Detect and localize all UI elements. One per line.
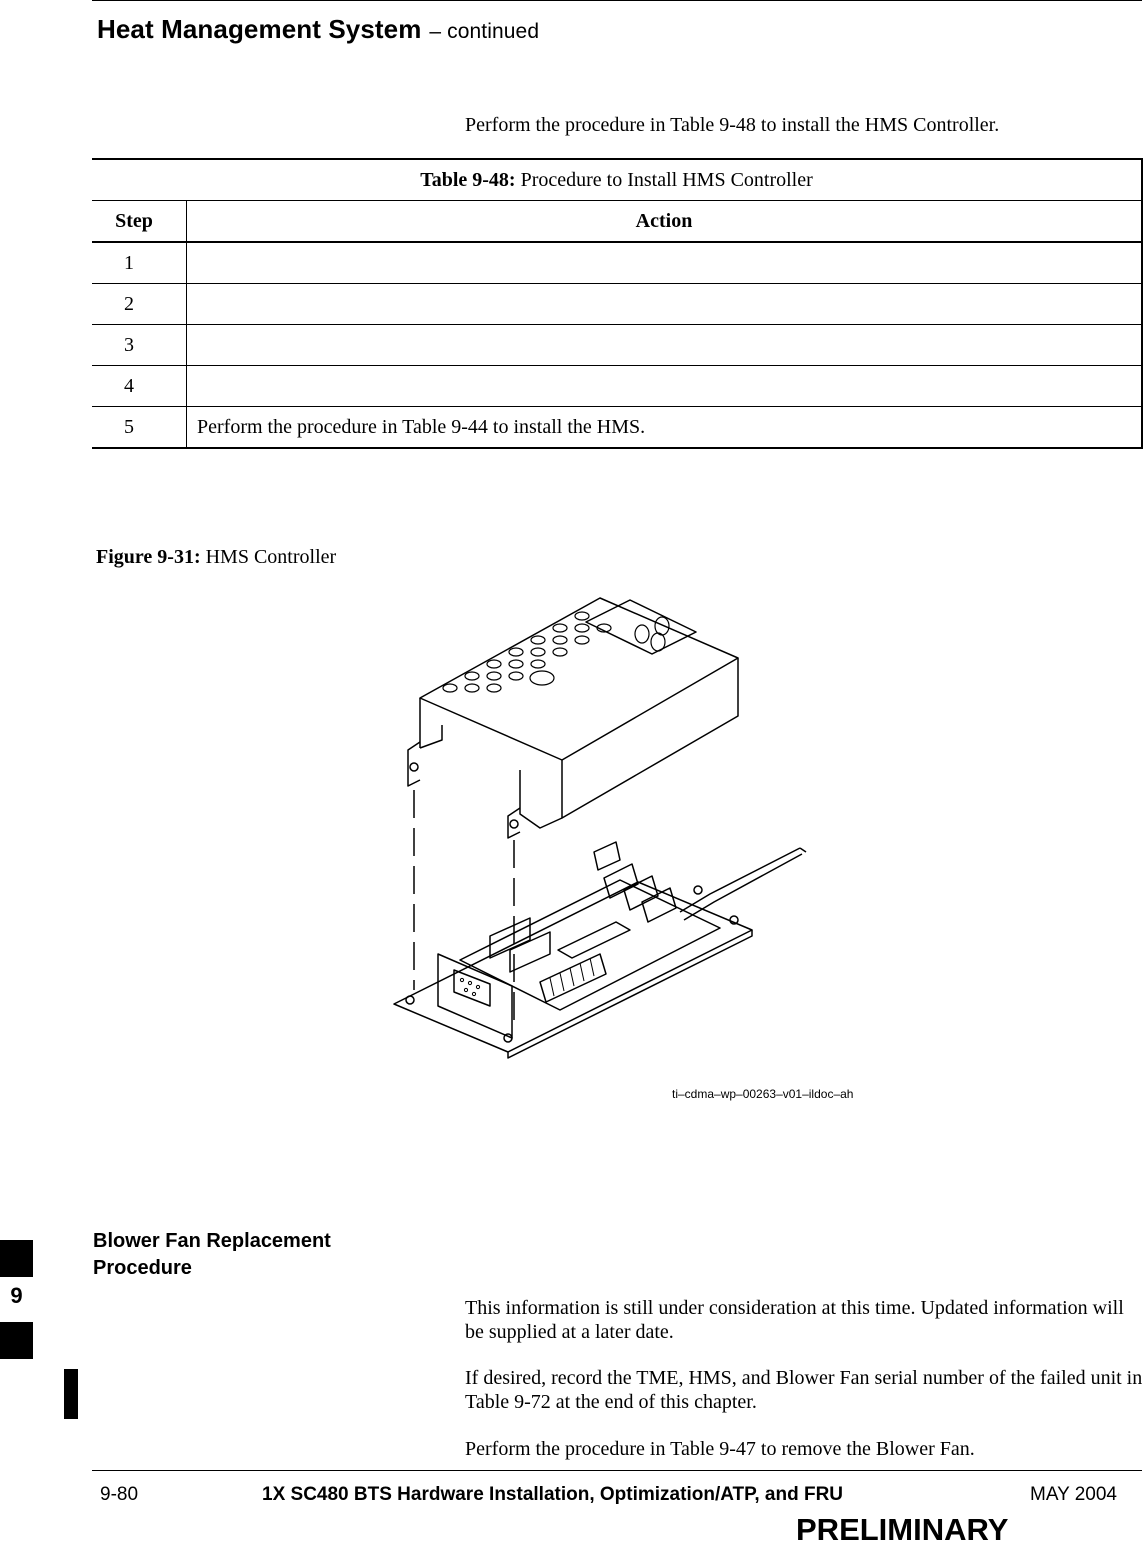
drawing-id: ti–cdma–wp–00263–v01–ildoc–ah (672, 1087, 854, 1101)
procedure-table (92, 158, 1143, 449)
paragraph: If desired, record the TME, HMS, and Blower Fan serial number of the failed unit in Table 9-72 at the end of this chapter. (465, 1367, 1143, 1413)
table-caption (92, 159, 1142, 201)
table-row (92, 242, 1142, 284)
step-action (187, 284, 1143, 325)
figure-title: HMS Controller (205, 546, 337, 568)
header-title: Heat Management System (97, 14, 422, 44)
table-row (92, 407, 1142, 449)
change-bar (64, 1369, 78, 1419)
column-header-step: Step (92, 201, 187, 243)
chapter-tab-marker (0, 1240, 33, 1277)
footer-date: MAY 2004 (1030, 1484, 1117, 1505)
step-number: 3 (92, 325, 187, 366)
table-row (92, 366, 1142, 407)
step-number: 2 (92, 284, 187, 325)
column-header-action: Action (187, 201, 1143, 243)
step-action (187, 366, 1143, 407)
step-action (187, 242, 1143, 284)
paragraph: This information is still under consideration at this time. Updated information will be supplied at a later date. (465, 1297, 1124, 1343)
chapter-tab-label: 9 (10, 1283, 23, 1308)
header-rule (92, 0, 1142, 1)
step-action: Perform the procedure in Table 9-44 to install the HMS. (187, 407, 1143, 449)
footer-page-number: 9-80 (100, 1484, 139, 1505)
step-number: 5 (92, 407, 187, 449)
figure-number: Figure 9-31: (96, 546, 201, 568)
table-number: Table 9-48: (420, 168, 516, 191)
footer-rule (92, 1470, 1142, 1471)
section-heading: Blower Fan Replacement Procedure (93, 1230, 331, 1279)
footer-title: 1X SC480 BTS Hardware Installation, Optimization/ATP, and FRU (262, 1484, 844, 1505)
table-caption-row (92, 159, 1142, 201)
step-number: 4 (92, 366, 187, 407)
table-header-row (92, 201, 1142, 243)
hms-controller-drawing (380, 590, 860, 1110)
table-row (92, 284, 1142, 325)
paragraph: Perform the procedure in Table 9-47 to remove the Blower Fan. (465, 1438, 975, 1460)
header-continuation: – continued (429, 20, 540, 43)
chapter-tab-marker (0, 1322, 33, 1359)
table-row (92, 325, 1142, 366)
page-header (97, 14, 539, 45)
step-number: 1 (92, 242, 187, 284)
footer-status: PRELIMINARY (796, 1512, 1009, 1547)
table-title: Procedure to Install HMS Controller (520, 168, 813, 191)
step-action (187, 325, 1143, 366)
intro-paragraph: Perform the procedure in Table 9-48 to install the HMS Controller. (465, 114, 1000, 136)
figure-caption (96, 546, 336, 569)
